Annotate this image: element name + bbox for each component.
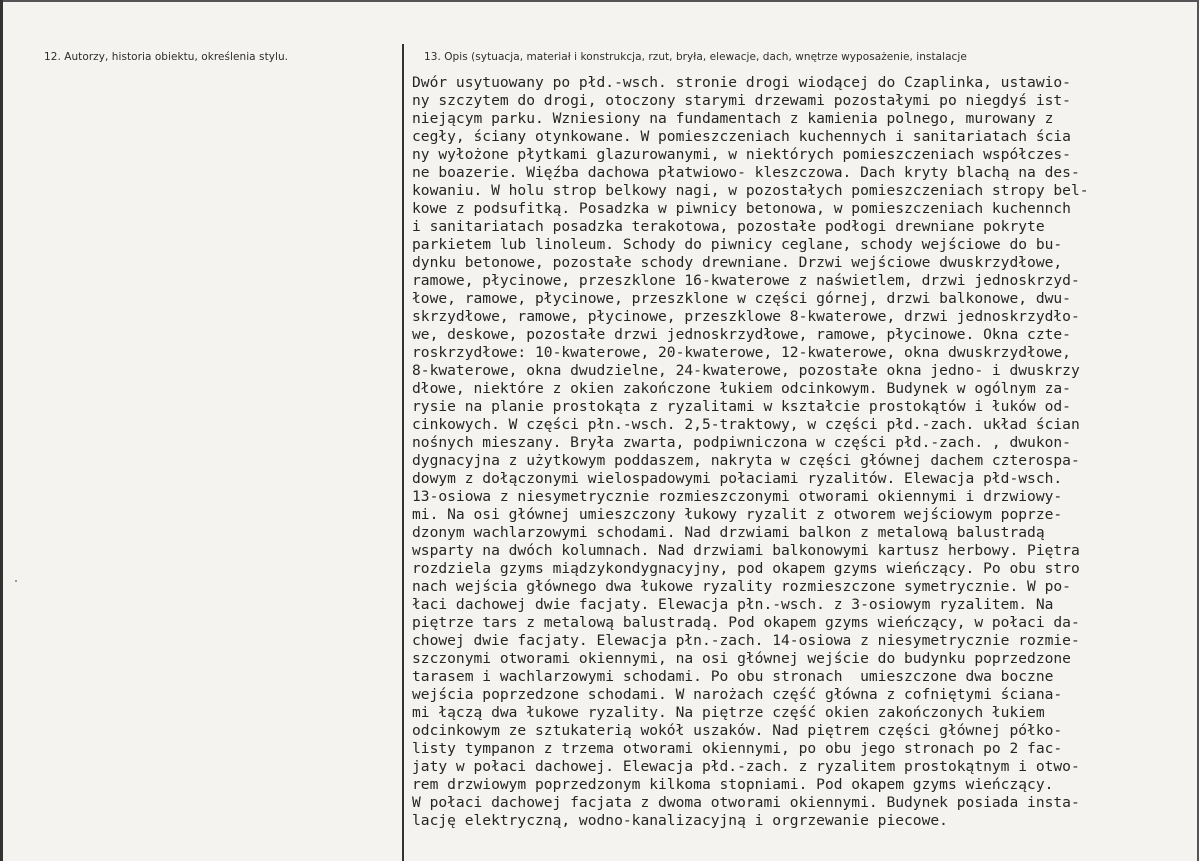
description-line: dynku betonowe, pozostałe schody drewniane. Drzwi wejściowe dwuskrzydłowe,	[412, 254, 1063, 271]
description-line: mi łączą dwa łukowe ryzality. Na piętrze część okien zakończonych łukiem	[412, 704, 1045, 721]
description-line: tarasem i wachlarzowymi schodami. Po obu stronach umieszczone dwa boczne	[412, 668, 1054, 685]
column-divider	[402, 44, 404, 861]
description-line: we, deskowe, pozostałe drzwi jednoskrzydłowe, ramowe, płycinowe. Okna czte-	[412, 326, 1071, 343]
description-line: jaty w połaci dachowej. Elewacja płd.-zach. z ryzalitem prostokątnym i otwo-	[412, 758, 1080, 775]
description-line: lację elektryczną, wodno-kanalizacyjną i orgrzewanie piecowe.	[412, 812, 948, 829]
description-line: dowym z dołączonymi wielospadowymi połaciami ryzalitów. Elewacja płd-wsch.	[412, 470, 1063, 487]
description-line: odcinkowym ze sztukaterią wokół uszaków. Nad piętrem części głównej półko-	[412, 722, 1063, 739]
left-border	[0, 0, 3, 861]
description-line: Dwór usytuowany po płd.-wsch. stronie drogi wiodącej do Czaplinka, ustawio-	[412, 74, 1071, 91]
description-line: dłowe, niektóre z okien zakończone łukiem odcinkowym. Budynek w ogólnym za-	[412, 380, 1071, 397]
description-line: roskrzydłowe: 10-kwaterowe, 20-kwaterowe, 12-kwaterowe, okna dwuskrzydłowe,	[412, 344, 1071, 361]
description-line: i sanitariatach posadzka terakotowa, pozostałe podłogi drewniane pokryte	[412, 218, 1045, 235]
description-line: ny szczytem do drogi, otoczony starymi drzewami pozostałymi po niegdyś ist-	[412, 92, 1071, 109]
description-line: 8-kwaterowe, okna dwudzielne, 24-kwaterowe, pozostałe okna jedno- i dwuskrzy	[412, 362, 1080, 379]
description-line: 13-osiowa z niesymetrycznie rozmieszczonymi otworami okiennymi i drzwiowy-	[412, 488, 1063, 505]
description-text	[412, 74, 1194, 830]
description-line: skrzydłowe, ramowe, płycinowe, przeszklowe 8-kwaterowe, drzwi jednoskrzydło-	[412, 308, 1080, 325]
description-line: kowe z podsufitką. Posadzka w piwnicy betonowa, w pomieszczeniach kuchennch	[412, 200, 1071, 217]
description-line: dygnacyjna z użytkowym poddaszem, nakryta w części głównej dachem czterospa-	[412, 452, 1080, 469]
ink-blot	[15, 580, 17, 582]
description-line: niejącym parku. Wzniesiony na fundamentach z kamienia polnego, murowany z	[412, 110, 1054, 127]
description-line: ne boazerie. Więźba dachowa płatwiowo- kleszczowa. Dach kryty blachą na des-	[412, 164, 1080, 181]
section-12-heading: 12. Autorzy, historia obiektu, określenia stylu.	[44, 51, 289, 63]
description-line: rem drzwiowym poprzedzonym kilkoma stopniami. Pod okapem gzyms wieńczący.	[412, 776, 1054, 793]
description-line: piętrze tars z metalową balustradą. Pod okapem gzyms wieńczący, w połaci da-	[412, 614, 1080, 631]
description-line: cinkowych. W części płn.-wsch. 2,5-traktowy, w części płd.-zach. układ ścian	[412, 416, 1080, 433]
description-line: kowaniu. W holu strop belkowy nagi, w pozostałych pomieszczeniach stropy bel-	[412, 182, 1089, 199]
description-line: cegły, ściany otynkowane. W pomieszczeniach kuchennych i sanitariatach ścia	[412, 128, 1071, 145]
description-line: nach wejścia głównego dwa łukowe ryzality rozmieszczone symetrycznie. W po-	[412, 578, 1071, 595]
description-line: chowej dwie facjaty. Elewacja płn.-zach. 14-osiowa z niesymetrycznie rozmie-	[412, 632, 1080, 649]
description-line: ramowe, płycinowe, przeszklone 16-kwaterowe z naświetlem, drzwi jednoskrzyd-	[412, 272, 1080, 289]
description-line: nośnych mieszany. Bryła zwarta, podpiwniczona w części płd.-zach. , dwukon-	[412, 434, 1071, 451]
description-line: listy tympanon z trzema otworami okiennymi, po obu jego stronach po 2 fac-	[412, 740, 1063, 757]
description-line: wsparty na dwóch kolumnach. Nad drzwiami balkonowymi kartusz herbowy. Piętra	[412, 542, 1080, 559]
description-line: W połaci dachowej facjata z dwoma otworami okiennymi. Budynek posiada insta-	[412, 794, 1080, 811]
description-line: mi. Na osi głównej umieszczony łukowy ryzalit z otworem wejściowym poprze-	[412, 506, 1063, 523]
description-line: dzonym wachlarzowymi schodami. Nad drzwiami balkon z metalową balustradą	[412, 524, 1045, 541]
description-line: wejścia poprzedzone schodami. W narożach część główna z cofniętymi ścianа-	[412, 686, 1063, 703]
description-line: szczonymi otworami okiennymi, na osi głównej wejście do budynku poprzedzone	[412, 650, 1071, 667]
description-line: łowe, ramowe, płycinowe, przeszklone w części górnej, drzwi balkonowe, dwu-	[412, 290, 1071, 307]
description-line: parkietem lub linoleum. Schody do piwnicy ceglane, schody wejściowe do bu-	[412, 236, 1063, 253]
description-line: rysie na planie prostokąta z ryzalitami w kształcie prostokątów i łuków od-	[412, 398, 1071, 415]
description-line: ny wyłożone płytkami glazurowanymi, w niektórych pomieszczeniach współczes-	[412, 146, 1071, 163]
description-line: łaci dachowej dwie facjaty. Elewacja płn.-wsch. z 3-osiowym ryzalitem. Na	[412, 596, 1054, 613]
description-line: rozdziela gzyms miądzykondygnacyjny, pod okapem gzyms wieńczący. Po obu stro	[412, 560, 1080, 577]
top-border	[0, 0, 1199, 2]
section-13-heading: 13. Opis (sytuacja, materiał i konstrukcja, rzut, bryła, elewacje, dach, wnętrze wyposażenie, instalacje	[424, 51, 967, 63]
